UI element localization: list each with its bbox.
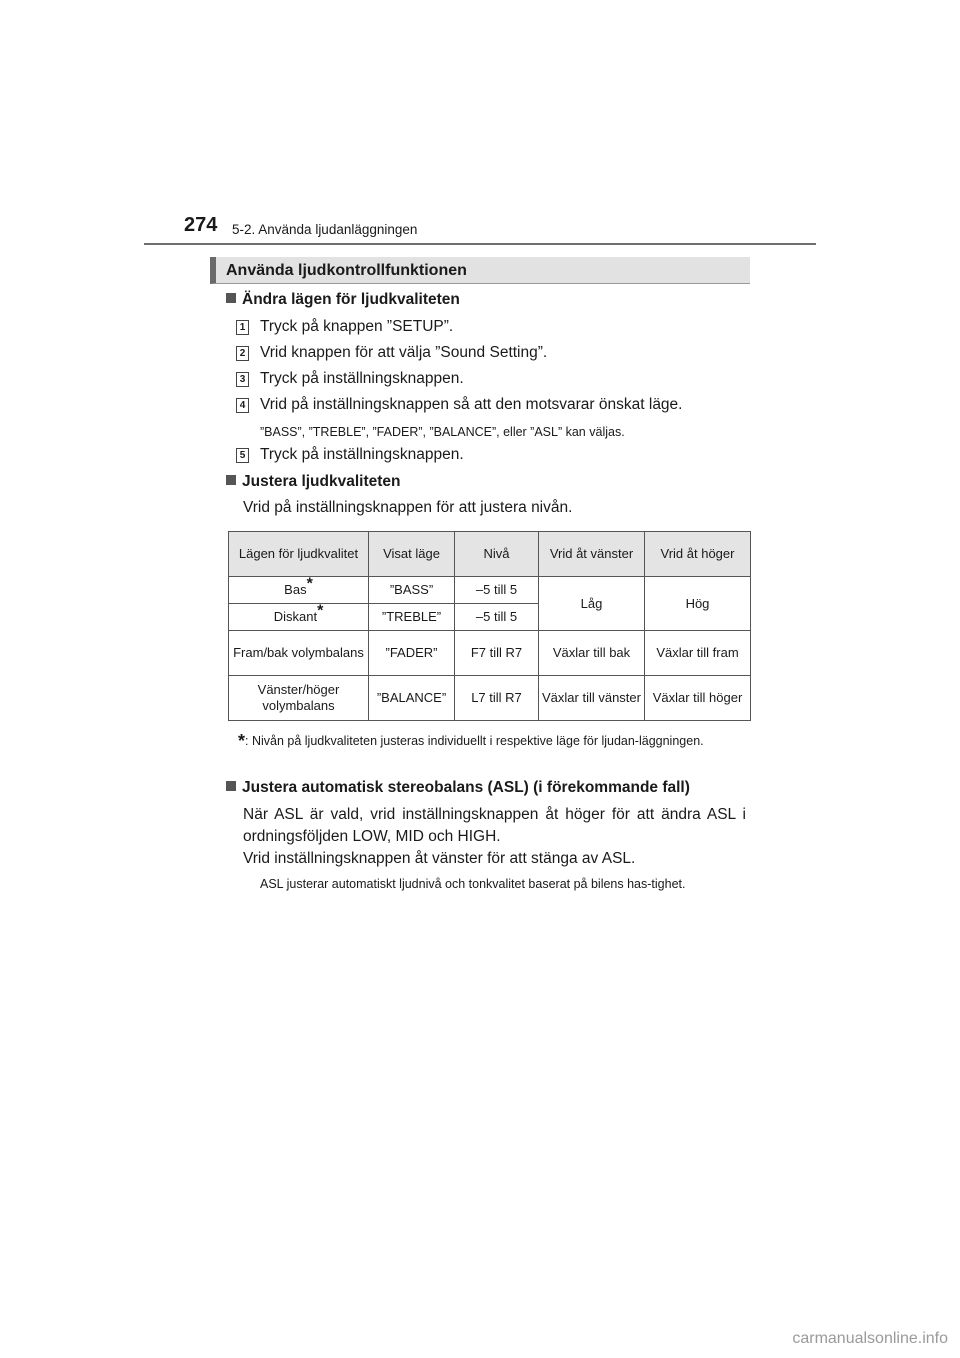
table-cell: –5 till 5 [455,577,539,604]
table-cell: ”TREBLE” [369,604,455,631]
asl-text-1: När ASL är vald, vrid inställningsknappen åt höger för att ändra ASL i ordningsföljden LOW, MID och HIGH. [243,806,746,845]
adjust-quality-heading-text: Justera ljudkvaliteten [242,473,401,490]
step-number-1: 1 [236,320,249,335]
footnote-text: : Nivån på ljudkvaliteten justeras individuellt i respektive läge för ljudan-läggningen. [245,734,704,748]
step-text-1: Tryck på knappen ”SETUP”. [260,318,454,335]
step-number-2: 2 [236,346,249,361]
change-modes-heading-text: Ändra lägen för ljudkvaliteten [242,291,460,308]
table-cell: –5 till 5 [455,604,539,631]
table-cell: Växlar till fram [645,631,751,676]
step-text-5: Tryck på inställningsknappen. [260,446,464,463]
table-cell: Växlar till vänster [539,676,645,721]
footnote-star: * [317,602,324,620]
mode-label: Bas [284,582,307,597]
step-4-note: ”BASS”, ”TREBLE”, ”FADER”, ”BALANCE”, eller ”ASL” kan väljas. [260,425,625,439]
table-cell: Låg [539,577,645,631]
table-header: Visat läge [369,532,455,577]
table-cell: ”BASS” [369,577,455,604]
page-number: 274 [184,214,218,236]
change-modes-heading [226,291,460,309]
table-cell: Fram/bak volymbalans [229,631,369,676]
square-bullet-icon [226,293,236,303]
table-cell: ”BALANCE” [369,676,455,721]
table-cell: Vänster/höger volymbalans [229,676,369,721]
table-header: Vrid åt höger [645,532,751,577]
step-number-4: 4 [236,398,249,413]
adjust-quality-heading [226,473,401,491]
asl-heading-text: Justera automatisk stereobalans (ASL) (i förekommande fall) [242,779,690,796]
chapter-title: 5-2. Använda ljudanläggningen [232,222,418,237]
table-header: Vrid åt vänster [539,532,645,577]
table-header: Nivå [455,532,539,577]
asl-text-2: Vrid inställningsknappen åt vänster för att stänga av ASL. [243,850,636,867]
table-header: Lägen för ljudkvalitet [229,532,369,577]
asl-heading [226,779,690,797]
table-row [229,676,751,721]
step-number-5: 5 [236,448,249,463]
table-header-row [229,532,751,577]
adjust-quality-text: Vrid på inställningsknappen för att justera nivån. [243,499,573,516]
section-title: Använda ljudkontrollfunktionen [210,257,750,284]
table-cell [229,577,369,604]
asl-text [243,804,746,870]
asl-note: ASL justerar automatiskt ljudnivå och tonkvalitet baserat på bilens has-tighet. [260,877,686,891]
table-cell: F7 till R7 [455,631,539,676]
sound-quality-table [228,531,751,721]
table-footnote [238,732,746,751]
table-row [229,577,751,604]
table-cell: Växlar till höger [645,676,751,721]
table-cell: Växlar till bak [539,631,645,676]
step-text-4: Vrid på inställningsknappen så att den motsvarar önskat läge. [260,396,683,413]
square-bullet-icon [226,475,236,485]
watermark: carmanualsonline.info [792,1330,948,1347]
footnote-star: * [306,575,313,593]
table-row [229,631,751,676]
header-divider [144,243,816,245]
table-cell: Hög [645,577,751,631]
table-cell: ”FADER” [369,631,455,676]
footnote-star: * [238,731,246,751]
step-number-3: 3 [236,372,249,387]
table-cell: L7 till R7 [455,676,539,721]
step-text-3: Tryck på inställningsknappen. [260,370,464,387]
step-text-2: Vrid knappen för att välja ”Sound Setting”. [260,344,548,361]
mode-label: Diskant [273,609,318,624]
table-cell [229,604,369,631]
square-bullet-icon [226,781,236,791]
